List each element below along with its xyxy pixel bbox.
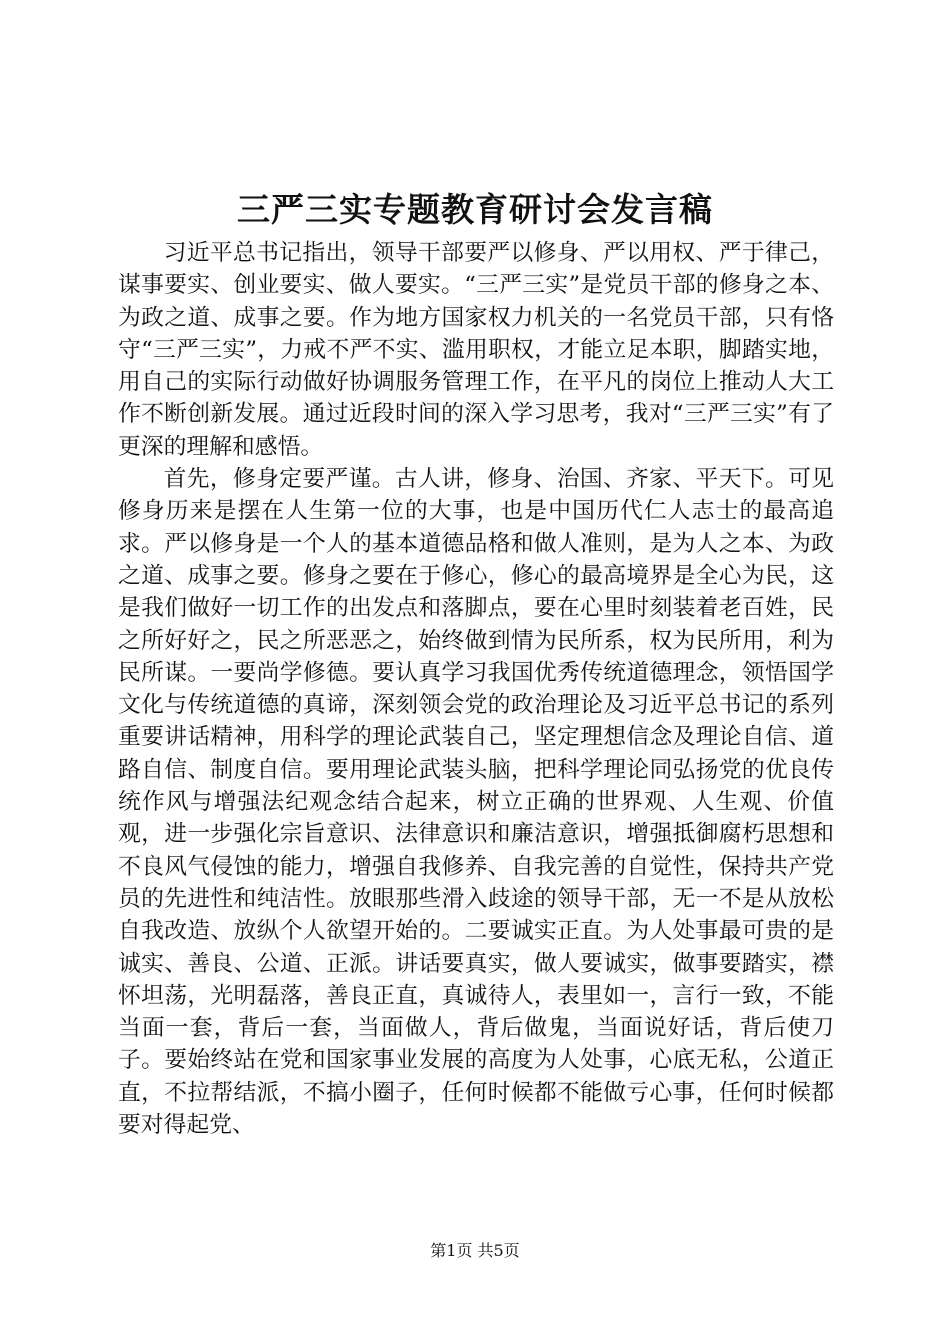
document-title: 三严三实专题教育研讨会发言稿 xyxy=(237,190,713,229)
paragraph-1: 习近平总书记指出，领导干部要严以修身、严以用权、严于律己，谋事要实、创业要实、做人要实。“三严三实”是党员干部的修身之本、为政之道、成事之要。作为地方国家权力机关的一名党员干部，只有恪守“三严三实”，力戒不严不实、滥用职权，才能立足本职，脚踏实地，用自己的实际行动做好协调服务管理工作，在平凡的岗位上推动人大工作不断创新发展。通过近段时间的深入学习思考，我对“三严三实”有了更深的理解和感悟。 xyxy=(118,240,834,460)
document-body xyxy=(118,237,834,1141)
paragraph-2: 首先，修身定要严谨。古人讲，修身、治国、齐家、平天下。可见修身历来是摆在人生第一位的大事，也是中国历代仁人志士的最高追求。严以修身是一个人的基本道德品格和做人准则，是为人之本、为政之道、成事之要。修身之要在于修心，修心的最高境界是全心为民，这是我们做好一切工作的出发点和落脚点，要在心里时刻装着老百姓，民之所好好之，民之所恶恶之，始终做到情为民所系，权为民所用，利为民所谋。一要尚学修德。要认真学习我国优秀传统道德理念，领悟国学文化与传统道德的真谛，深刻领会党的政治理论及习近平总书记的系列重要讲话精神，用科学的理论武装自己，坚定理想信念及理论自信、道路自信、制度自信。要用理论武装头脑，把科学理论同弘扬党的优良传统作风与增强法纪观念结合起来，树立正确的世界观、人生观、价值观，进一步强化宗旨意识、法律意识和廉洁意识，增强抵御腐朽思想和不良风气侵蚀的能力，增强自我修养、自我完善的自觉性，保持共产党员的先进性和纯洁性。放眼那些滑入歧途的领导干部，无一不是从放松自我改造、放纵个人欲望开始的。二要诚实正直。为人处事最可贵的是诚实、善良、公道、正派。讲话要真实，做人要诚实，做事要踏实，襟怀坦荡，光明磊落，善良正直，真诚待人，表里如一，言行一致，不能当面一套，背后一套，当面做人，背后做鬼，当面说好话，背后使刀子。要始终站在党和国家事业发展的高度为人处事，心底无私，公道正直，不拉帮结派，不搞小圈子，任何时候都不能做亏心事，任何时候都要对得起党、 xyxy=(118,466,834,1139)
page-footer: 第1页 共5页 xyxy=(430,1241,520,1260)
